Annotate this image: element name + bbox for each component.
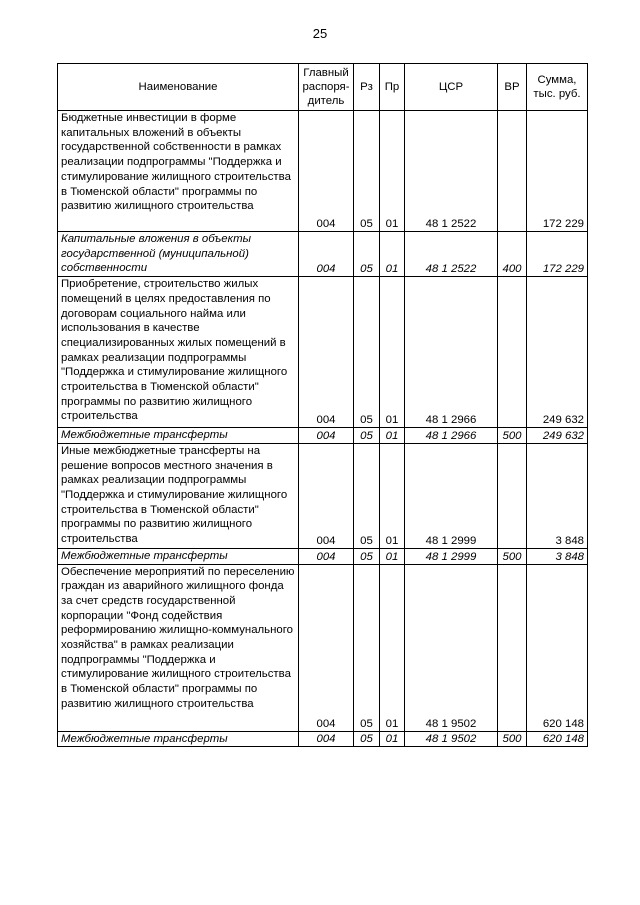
row-rz: 05 <box>354 548 380 564</box>
row-sum: 249 632 <box>527 428 588 444</box>
row-csr: 48 1 2966 <box>405 428 498 444</box>
row-pr: 01 <box>380 443 405 548</box>
row-sum: 620 148 <box>527 731 588 747</box>
budget-table <box>57 63 588 747</box>
row-rz: 05 <box>354 277 380 428</box>
row-rz: 05 <box>354 111 380 232</box>
header-vr: ВР <box>498 64 527 111</box>
row-admin: 004 <box>299 277 354 428</box>
row-admin: 004 <box>299 731 354 747</box>
table-row <box>58 232 588 277</box>
header-csr: ЦСР <box>405 64 498 111</box>
row-rz: 05 <box>354 443 380 548</box>
table-row <box>58 428 588 444</box>
table-row <box>58 111 588 232</box>
row-csr: 48 1 2999 <box>405 548 498 564</box>
row-pr: 01 <box>380 548 405 564</box>
header-rz: Рз <box>354 64 380 111</box>
row-vr <box>498 564 527 731</box>
row-vr <box>498 111 527 232</box>
row-csr: 48 1 9502 <box>405 564 498 731</box>
header-name: Наименование <box>58 64 299 111</box>
row-admin: 004 <box>299 232 354 277</box>
table-row <box>58 443 588 548</box>
row-name: Межбюджетные трансферты <box>58 731 299 747</box>
row-name: Межбюджетные трансферты <box>58 548 299 564</box>
header-pr: Пр <box>380 64 405 111</box>
header-admin: Главный распоря-дитель <box>299 64 354 111</box>
row-admin: 004 <box>299 443 354 548</box>
row-vr: 500 <box>498 428 527 444</box>
row-rz: 05 <box>354 564 380 731</box>
table-row <box>58 277 588 428</box>
row-pr: 01 <box>380 731 405 747</box>
row-name: Иные межбюджетные трансферты на решение вопросов местного значения в рамках реализации подпрограммы "Поддержка и стимулирование жилищного строительства в Тюменской области" программы по развитию жилищного строительства <box>58 443 299 548</box>
table-row <box>58 548 588 564</box>
row-sum: 620 148 <box>527 564 588 731</box>
row-csr: 48 1 2522 <box>405 232 498 277</box>
row-name: Приобретение, строительство жилых помещений в целях предоставления по договорам социального найма или использования в качестве специализированных жилых помещений в рамках реализации подпрограммы "Поддержка и стимулирование жилищного строительства в Тюменской области" программы по развитию жилищного строительства <box>58 277 299 428</box>
row-vr: 500 <box>498 731 527 747</box>
row-pr: 01 <box>380 277 405 428</box>
row-name: Бюджетные инвестиции в форме капитальных вложений в объекты государственной собственности в рамках реализации подпрограммы "Поддержка и стимулирование жилищного строительства в Тюменской области" программы по развитию жилищного строительства <box>58 111 299 232</box>
table-row <box>58 564 588 731</box>
row-admin: 004 <box>299 564 354 731</box>
header-sum: Сумма, тыс. руб. <box>527 64 588 111</box>
row-vr <box>498 443 527 548</box>
row-sum: 3 848 <box>527 443 588 548</box>
row-sum: 249 632 <box>527 277 588 428</box>
row-admin: 004 <box>299 428 354 444</box>
page-number: 25 <box>312 26 328 41</box>
row-admin: 004 <box>299 548 354 564</box>
row-name: Капитальные вложения в объекты государственной (муниципальной) собственности <box>58 232 299 277</box>
row-rz: 05 <box>354 731 380 747</box>
row-vr: 400 <box>498 232 527 277</box>
row-pr: 01 <box>380 564 405 731</box>
row-admin: 004 <box>299 111 354 232</box>
row-sum: 172 229 <box>527 232 588 277</box>
row-pr: 01 <box>380 428 405 444</box>
row-pr: 01 <box>380 232 405 277</box>
row-name: Обеспечение мероприятий по переселению граждан из аварийного жилищного фонда за счет средств государственной корпорации "Фонд содействия реформированию жилищно-коммунального хозяйства" в рамках реализации подпрограммы "Поддержка и стимулирование жилищного строительства в Тюменской области" программы по развитию жилищного строительства <box>58 564 299 731</box>
row-sum: 3 848 <box>527 548 588 564</box>
row-csr: 48 1 2966 <box>405 277 498 428</box>
row-vr: 500 <box>498 548 527 564</box>
table-row <box>58 731 588 747</box>
table-header-row <box>58 64 588 111</box>
row-csr: 48 1 2522 <box>405 111 498 232</box>
row-pr: 01 <box>380 111 405 232</box>
row-rz: 05 <box>354 428 380 444</box>
row-rz: 05 <box>354 232 380 277</box>
row-sum: 172 229 <box>527 111 588 232</box>
row-vr <box>498 277 527 428</box>
row-csr: 48 1 9502 <box>405 731 498 747</box>
row-name: Межбюджетные трансферты <box>58 428 299 444</box>
row-csr: 48 1 2999 <box>405 443 498 548</box>
